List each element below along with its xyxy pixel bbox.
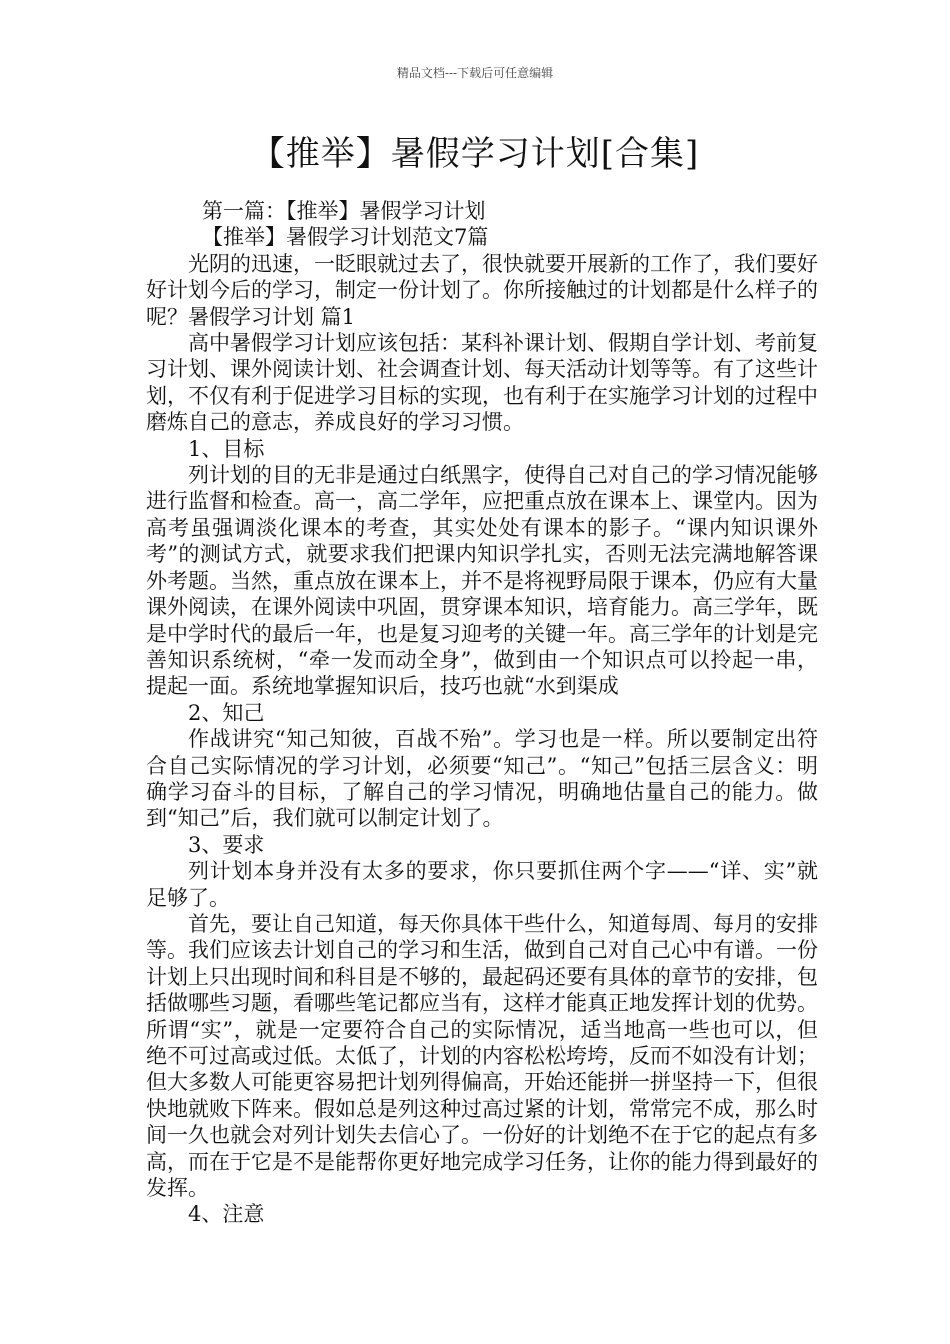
document-body bbox=[146, 198, 818, 1228]
paragraph: 首先，要让自己知道，每天你具体干些什么，知道每周、每月的安排等。我们应该去计划自己的学习和生活，做到自己对自己心中有谱。一份计划上只出现时间和科目是不够的，最起码还要有具体的章节的安排，包括做哪些习题，看哪些笔记都应当有，这样才能真正地发挥计划的优势。所谓“实”，就是一定要符合自己的实际情况，适当地高一些也可以，但绝不可过高或过低。太低了，计划的内容松松垮垮，反而不如没有计划；但大多数人可能更容易把计划列得偏高，开始还能拼一拼坚持一下，但很快地就败下阵来。假如总是列这种过高过紧的计划，常常完不成，那么时间一久也就会对列计划失去信心了。一份好的计划绝不在于它的起点有多高，而在于它是不是能帮你更好地完成学习任务，让你的能力得到最好的发挥。 bbox=[146, 911, 818, 1201]
paragraph-heading-requirements: 3、要求 bbox=[188, 832, 265, 857]
section-heading: 第一篇：【推举】暑假学习计划 bbox=[202, 199, 486, 223]
paragraph: 高中暑假学习计划应该包括：某科补课计划、假期自学计划、考前复习计划、课外阅读计划、社会调查计划、每天活动计划等等。有了这些计划，不仅有利于促进学习目标的实现，也有利于在实施学习计划的过程中磨炼自己的意志，养成良好的学习习惯。 bbox=[146, 331, 818, 435]
page-header: 精品文档---下载后可任意编辑 bbox=[396, 66, 554, 80]
paragraph-heading-goal: 1、目标 bbox=[188, 436, 265, 461]
section-subheading: 【推举】暑假学习计划范文7篇 bbox=[202, 225, 489, 250]
paragraph: 光阴的迅速，一眨眼就过去了，很快就要开展新的工作了，我们要好好计划今后的学习，制定一份计划了。你所接触过的计划都是什么样子的呢？暑假学习计划 篇1 bbox=[146, 251, 818, 329]
paragraph: 列计划的目的无非是通过白纸黑字，使得自己对自己的学习情况能够进行监督和检查。高一，高二学年，应把重点放在课本上、课堂内。因为高考虽强调淡化课本的考查，其实处处有课本的影子。“课内知识课外考”的测试方式，就要求我们把课内知识学扎实，否则无法完满地解答课外考题。当然，重点放在课本上，并不是将视野局限于课本，仍应有大量课外阅读，在课外阅读中巩固，贯穿课本知识，培育能力。高三学年，既是中学时代的最后一年，也是复习迎考的关键一年。高三学年的计划是完善知识系统树，“牵一发而动全身”，做到由一个知识点可以拎起一串，提起一面。系统地掌握知识后，技巧也就“水到渠成 bbox=[146, 463, 818, 699]
document-title: 【推举】暑假学习计划[合集] bbox=[250, 134, 700, 174]
paragraph-heading-notes: 4、注意 bbox=[188, 1202, 265, 1227]
paragraph: 列计划本身并没有太多的要求，你只要抓住两个字——“详、实”就足够了。 bbox=[146, 859, 818, 910]
paragraph: 作战讲究“知己知彼，百战不殆”。学习也是一样。所以要制定出符合自己实际情况的学习计划，必须要“知己”。“知己”包括三层含义：明确学习奋斗的目标，了解自己的学习情况，明确地估量自己的能力。做到“知己”后，我们就可以制定计划了。 bbox=[146, 727, 818, 831]
paragraph-heading-know-self: 2、知己 bbox=[188, 700, 265, 725]
